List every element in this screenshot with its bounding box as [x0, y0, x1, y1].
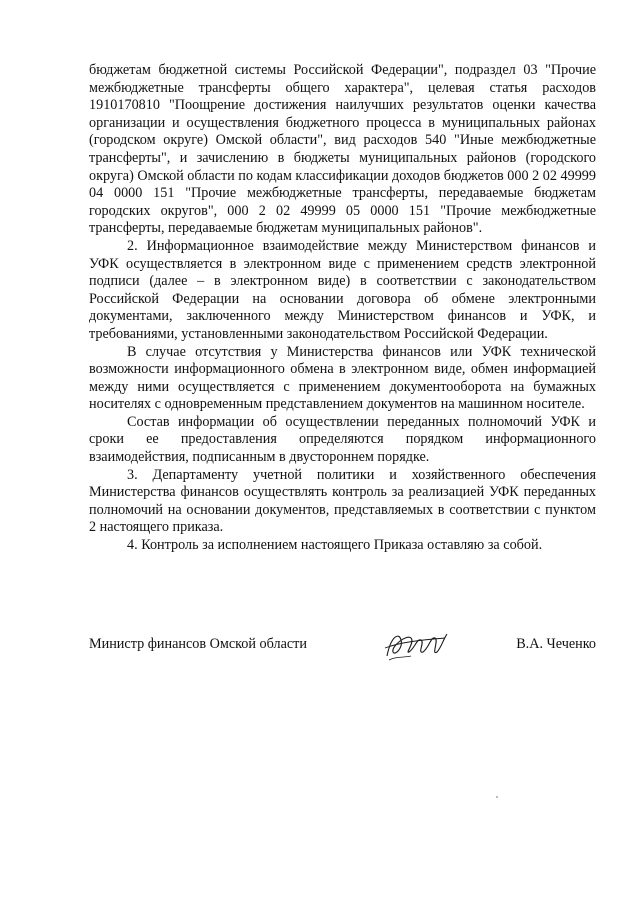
paragraph-2-info-exchange: 2. Информационное взаимодействие между Министерством финансов и УФК осуществляется в электронном виде с применением средств электронной подписи (далее – в электронном виде) в соответствии с законодательством Российской Федерации на основании договора об обмене электронными документами, заключенного между Министерством финансов и УФК, и требованиями, установленными законодательством Российской Федерации.	[89, 237, 596, 342]
paragraph-4-control-self: 4. Контроль за исполнением настоящего Приказа оставляю за собой.	[127, 537, 543, 554]
signatory-title: Министр финансов Омской области	[89, 636, 307, 652]
signature-block	[89, 632, 596, 662]
scan-speck	[496, 796, 498, 798]
paragraph-info-composition: Состав информации об осуществлении переданных полномочий УФК и сроки ее предоставления определяются порядком информационного взаимодействия, подписанным в двустороннем порядке.	[89, 413, 596, 466]
paragraph-3-control-department: 3. Департаменту учетной политики и хозяйственного обеспечения Министерства финансов осуществлять контроль за реализацией УФК переданных полномочий на основании документов, представляемых в соответствии с пунктом 2 настоящего приказа.	[89, 466, 596, 536]
document-body	[89, 62, 596, 555]
paragraph-paper-exchange: В случае отсутствия у Министерства финансов или УФК технической возможности информационного обмена в электронном виде, обмен информацией между ними осуществляется с применением документооборота на бумажных носителях с одновременным представлением документов на машинном носителе.	[89, 343, 596, 413]
paragraph-1-continuation: бюджетам бюджетной системы Российской Федерации", подраздел 03 "Прочие межбюджетные трансферты общего характера", целевая статья расходов 1910170810 "Поощрение достижения наилучших результатов оценки качества организации и осуществления бюджетного процесса в муниципальных районах (городском округе) Омской области", вид расходов 540 "Иные межбюджетные трансферты", и зачислению в бюджеты муниципальных районов (городского округа) Омской области по кодам классификации доходов бюджетов 000 2 02 49999 04 0000 151 "Прочие межбюджетные трансферты, передаваемые бюджетам городских округов", 000 2 02 49999 05 0000 151 "Прочие межбюджетные трансферты, передаваемые бюджетам муниципальных районов".	[89, 62, 596, 237]
handwritten-signature	[381, 626, 451, 666]
signatory-name: В.А. Чеченко	[516, 636, 596, 652]
